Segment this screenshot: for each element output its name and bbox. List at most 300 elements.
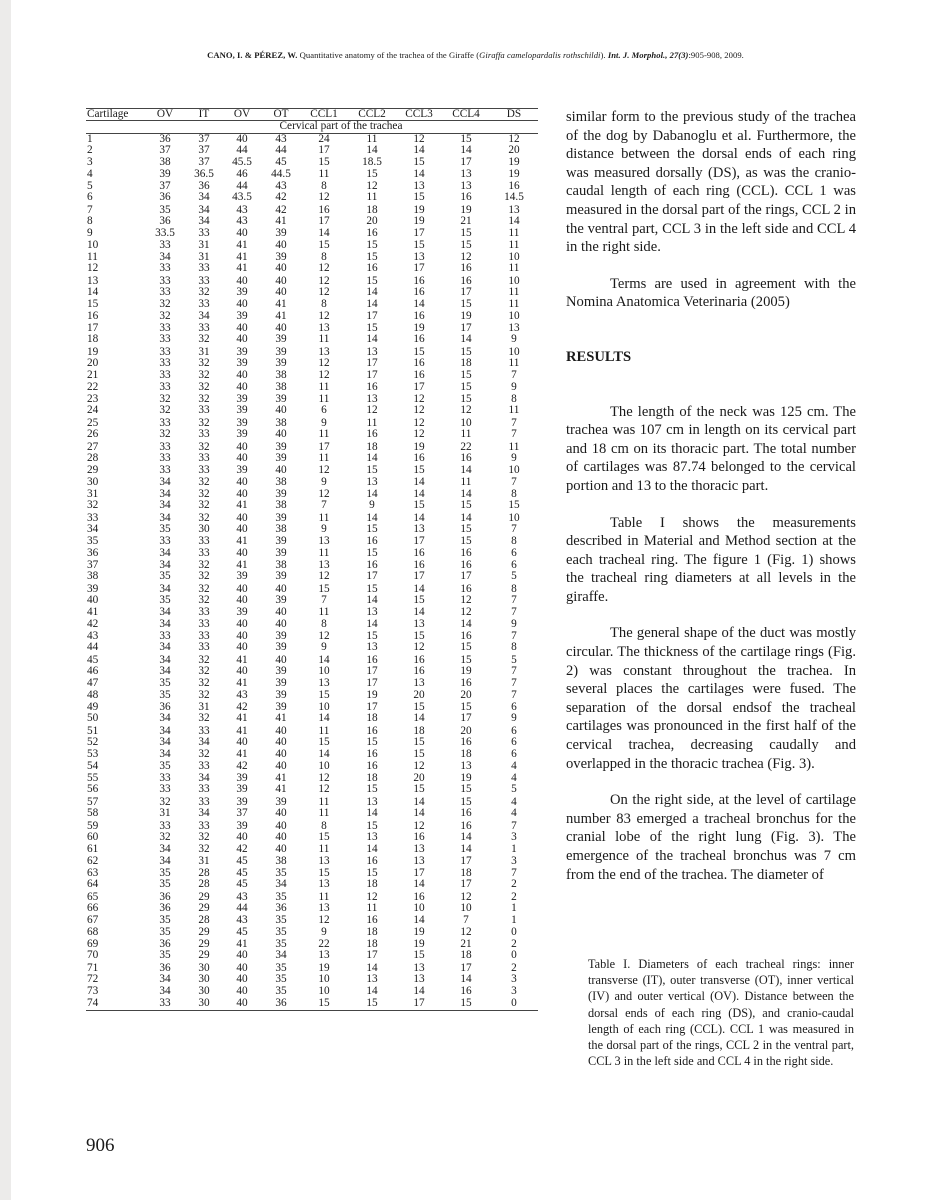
table-cell: 34 [275, 878, 287, 891]
table-cell: 32 [198, 712, 210, 725]
table-cell: 16 [413, 665, 425, 678]
table-cell: 12 [413, 428, 425, 441]
column-header: OT [262, 109, 300, 121]
table-cell: 16 [460, 191, 472, 204]
table-cell: 41 [236, 262, 248, 275]
table-cell: 10 [318, 701, 330, 714]
table-cell: 11 [508, 238, 520, 251]
table-cell: 38 [275, 369, 287, 382]
table-cell: 15 [413, 191, 425, 204]
table-cell: 32 [198, 830, 210, 843]
table-cell: 13 [413, 961, 425, 974]
table-cell: 39 [275, 795, 287, 808]
table-cell: 11 [318, 546, 330, 559]
table-cell: 34 [198, 214, 210, 227]
table-cell: 31 [159, 807, 171, 820]
table-cell: 39 [236, 772, 248, 785]
table-cell: 15 [460, 393, 472, 406]
table-cell: 14 [460, 830, 472, 843]
table-cell: 32 [159, 795, 171, 808]
table-cell: 14 [460, 843, 472, 856]
table-cell: 34 [159, 499, 171, 512]
table-cell: 11 [508, 440, 520, 453]
table-cell: 11 [508, 286, 520, 299]
table-row [86, 192, 538, 204]
running-head: CANO, I. & PÉREZ, W. Quantitative anatomy of the trachea of the Giraffe (Giraffa camelopardalis rothschildi). Int. J. Morphol., 27(3):905-908, 2009. [207, 50, 744, 60]
table-cell: 40 [236, 546, 248, 559]
table-cell: 33 [159, 369, 171, 382]
table-cell: 17 [413, 262, 425, 275]
paragraph: On the right side, at the level of cartilage number 83 emerged a tracheal bronchus for the cranial lobe of the right lung (Fig. 3). The emergence of the tracheal bronchus was 7 cm from the end of the trachea. The diameter of [566, 792, 856, 883]
table-cell: 7 [511, 606, 517, 619]
table-cell: 15 [413, 464, 425, 477]
running-head-pages: :905-908, 2009. [688, 50, 744, 60]
table-cell: 32 [159, 309, 171, 322]
table-cell: 12 [413, 759, 425, 772]
table-row [86, 844, 538, 855]
table-cell: 16 [413, 274, 425, 287]
table-cell: 16 [460, 736, 472, 749]
table-cell: 40 [236, 132, 248, 145]
table-cell: 15 [460, 345, 472, 358]
table-cell: 16 [460, 546, 472, 559]
table-row [86, 157, 538, 168]
table-cell: 36 [159, 937, 171, 950]
table-cell: 15 [460, 701, 472, 714]
table-cell: 33 [159, 440, 171, 453]
table-row [86, 536, 538, 547]
table-cell: 40 [236, 333, 248, 346]
table-cell: 41 [236, 677, 248, 690]
table-cell: 29 [87, 464, 99, 477]
table-cell: 33 [159, 333, 171, 346]
table-cell: 3 [511, 854, 517, 867]
table-cell: 48 [87, 688, 99, 701]
table-cell: 6 [87, 191, 93, 204]
table-cell: 34 [159, 475, 171, 488]
table-cell: 6 [511, 546, 517, 559]
table-cell: 16 [460, 819, 472, 832]
table-cell: 0 [511, 949, 517, 962]
table-cell: 11 [508, 227, 520, 240]
table-cell: 69 [87, 937, 99, 950]
table-cell: 34 [198, 309, 210, 322]
table-cell: 40 [275, 582, 287, 595]
table-cell: 7 [321, 593, 327, 606]
table-cell: 24 [87, 404, 99, 417]
table-cell: 13 [460, 759, 472, 772]
table-cell: 54 [87, 759, 99, 772]
table-cell: 16 [413, 451, 425, 464]
table-cell: 34 [159, 641, 171, 654]
table-cell: 12 [318, 772, 330, 785]
table-cell: 35 [159, 677, 171, 690]
table-cell: 16 [413, 558, 425, 571]
table-cell: 33 [159, 345, 171, 358]
table-cell: 33 [159, 357, 171, 370]
table-cell: 11 [318, 807, 330, 820]
table-cell: 42 [236, 701, 248, 714]
table-cell: 28 [198, 866, 210, 879]
table-cell: 43.5 [232, 191, 252, 204]
table-cell: 12 [460, 593, 472, 606]
table-cell: 14 [366, 617, 378, 630]
table-cell: 40 [236, 227, 248, 240]
table-cell: 40 [236, 641, 248, 654]
table-cell: 15 [460, 641, 472, 654]
table-cell: 17 [366, 369, 378, 382]
table-cell: 16 [460, 985, 472, 998]
table-cell: 15 [366, 736, 378, 749]
table-cell: 18 [366, 878, 378, 891]
table-cell: 9 [369, 499, 375, 512]
table-cell: 16 [460, 274, 472, 287]
table-cell: 16 [460, 558, 472, 571]
table-cell: 35 [275, 890, 287, 903]
table-cell: 45.5 [232, 156, 252, 169]
table-cell: 17 [87, 322, 99, 335]
table-cell: 33 [198, 227, 210, 240]
table-cell: 33 [198, 274, 210, 287]
table-cell: 2 [511, 890, 517, 903]
table-cell: 33 [198, 724, 210, 737]
table-cell: 11 [508, 357, 520, 370]
table-cell: 10 [508, 345, 520, 358]
table-cell: 13 [413, 972, 425, 985]
table-cell: 18 [460, 357, 472, 370]
table-cell: 40 [236, 369, 248, 382]
table-cell: 38 [275, 558, 287, 571]
table-cell: 26 [87, 428, 99, 441]
table-cell: 39 [159, 167, 171, 180]
table-cell: 38 [275, 416, 287, 429]
table-cell: 39 [236, 309, 248, 322]
table-row [86, 915, 538, 926]
table-cell: 15 [413, 783, 425, 796]
table-cell: 36 [198, 179, 210, 192]
table-cell: 8 [511, 487, 517, 500]
table-cell: 7 [511, 819, 517, 832]
table-cell: 14 [366, 593, 378, 606]
table-cell: 33 [198, 641, 210, 654]
table-cell: 5 [87, 179, 93, 192]
table-cell: 17 [460, 286, 472, 299]
table-cell: 74 [86, 998, 144, 1011]
table-cell: 10 [318, 665, 330, 678]
table-cell: 36 [262, 998, 300, 1011]
table-cell: 40 [275, 286, 287, 299]
table-cell: 35 [159, 925, 171, 938]
table-cell: 34 [159, 736, 171, 749]
table-cell: 13 [318, 535, 330, 548]
table-cell: 19 [508, 156, 520, 169]
table-cell: 40 [275, 274, 287, 287]
table-cell: 36 [275, 901, 287, 914]
table-cell: 39 [236, 345, 248, 358]
table-cell: 31 [198, 238, 210, 251]
table-cell: 34 [159, 712, 171, 725]
table-cell: 40 [275, 428, 287, 441]
table-cell: 9 [87, 227, 93, 240]
table-cell: 40 [275, 238, 287, 251]
table-cell: 40 [236, 972, 248, 985]
table-cell: 38 [275, 499, 287, 512]
table-cell: 33 [198, 298, 210, 311]
table-row [86, 713, 538, 725]
table-cell: 45 [236, 854, 248, 867]
table-cell: 40 [236, 830, 248, 843]
table-cell: 9 [511, 712, 517, 725]
column-header: OV [222, 109, 262, 121]
table-cell: 11 [318, 393, 330, 406]
table-caption [588, 956, 854, 1069]
table-cell: 20 [366, 214, 378, 227]
table-cell: 33 [144, 998, 186, 1011]
table-cell: 16 [413, 357, 425, 370]
table-cell: 10 [460, 416, 472, 429]
table-cell: 8 [321, 819, 327, 832]
table-cell: 38 [87, 570, 99, 583]
table-cell: 41 [236, 499, 248, 512]
table-cell: 11 [460, 428, 472, 441]
table-cell: 15 [366, 783, 378, 796]
table-cell: 32 [198, 357, 210, 370]
table-cell: 9 [511, 617, 517, 630]
table-cell: 9 [511, 333, 517, 346]
table-cell: 33 [198, 464, 210, 477]
table-row [86, 263, 538, 275]
table-cell: 35 [159, 570, 171, 583]
table-cell: 45 [236, 878, 248, 891]
table-cell: 14 [366, 511, 378, 524]
table-cell: 35 [275, 961, 287, 974]
table-cell: 15 [413, 748, 425, 761]
paragraph: The general shape of the duct was mostly circular. The thickness of the cartilage rings (Fig. 2) was constant throughout the trachea. In several places the cartilages were fused. The separation of the dorsal endsof the tracheal cartilages was pronounced in the first half of the cervical trachea, decreasing caudally and overlapped in the thoracic trachea (Fig. 3). [566, 625, 856, 772]
table-cell: 16 [413, 333, 425, 346]
table-cell: 36 [159, 214, 171, 227]
table-cell: 15 [318, 736, 330, 749]
table-cell: 35 [159, 878, 171, 891]
table-cell: 13 [460, 167, 472, 180]
table-cell: 8 [321, 617, 327, 630]
table-cell: 15 [366, 546, 378, 559]
table-cell: 40 [236, 593, 248, 606]
table-cell: 33 [198, 535, 210, 548]
table-cell: 35 [159, 949, 171, 962]
table-cell: 15 [366, 582, 378, 595]
table-cell: 33 [198, 262, 210, 275]
table-cell: 35 [159, 593, 171, 606]
table-cell: 16 [366, 724, 378, 737]
table-cell: 12 [318, 914, 330, 927]
table-cell: 28 [198, 878, 210, 891]
table-cell: 29 [198, 925, 210, 938]
table-cell: 20 [413, 772, 425, 785]
table-cell: 14 [413, 807, 425, 820]
paragraph: Table I shows the measurements described in Material and Method section at the each tracheal ring. The figure 1 (Fig. 1) shows the tracheal ring diameters at all levels in the giraffe. [566, 514, 856, 605]
table-cell: 39 [236, 606, 248, 619]
table-cell: 16 [460, 677, 472, 690]
table-cell: 56 [87, 783, 99, 796]
table-cell: 31 [198, 854, 210, 867]
table-cell: 39 [275, 570, 287, 583]
table-cell: 32 [198, 748, 210, 761]
table-cell: 17 [366, 677, 378, 690]
table-cell: 40 [236, 949, 248, 962]
table-cell: 34 [159, 251, 171, 264]
table-cell: 6 [511, 558, 517, 571]
table-cell: 17 [460, 156, 472, 169]
table-cell: 35 [275, 985, 287, 998]
table-cell: 45 [236, 866, 248, 879]
column-header: IT [186, 109, 222, 121]
table-cell: 45 [87, 653, 99, 666]
table-cell: 44 [87, 641, 99, 654]
table-cell: 12 [413, 641, 425, 654]
table-cell: 30 [198, 522, 210, 535]
table-cell: 34 [159, 724, 171, 737]
table-cell: 40 [275, 759, 287, 772]
table-cell: 7 [511, 522, 517, 535]
table-cell: 15 [300, 998, 348, 1011]
table-cell: 15 [366, 819, 378, 832]
table-cell: 35 [159, 522, 171, 535]
table-cell: 58 [87, 807, 99, 820]
table-cell: 32 [159, 428, 171, 441]
table-cell: 40 [275, 464, 287, 477]
table-cell: 32 [198, 582, 210, 595]
table-cell: 9 [321, 522, 327, 535]
table-cell: 38 [275, 854, 287, 867]
table-cell: 32 [159, 393, 171, 406]
table-row [86, 986, 538, 997]
table-row [86, 879, 538, 891]
table-cell: 31 [87, 487, 99, 500]
table-cell: 17 [366, 309, 378, 322]
table-cell: 15 [348, 998, 396, 1011]
table-cell: 17 [318, 143, 330, 156]
table-cell: 15 [318, 830, 330, 843]
table-cell: 35 [159, 866, 171, 879]
table-cell: 40 [275, 807, 287, 820]
table-cell: 33 [198, 759, 210, 772]
table-cell: 7 [87, 203, 93, 216]
table-cell: 15 [318, 866, 330, 879]
table-cell: 18 [87, 333, 99, 346]
table-cell: 13 [366, 830, 378, 843]
table-cell: 20 [87, 357, 99, 370]
table-cell: 9 [511, 380, 517, 393]
table-cell: 6 [511, 748, 517, 761]
table-header-row [86, 109, 538, 121]
table-cell: 15 [413, 949, 425, 962]
table-cell: 10 [508, 464, 520, 477]
table-cell: 11 [508, 404, 520, 417]
table-cell: 14 [413, 985, 425, 998]
table-cell: 16 [366, 227, 378, 240]
table-cell: 39 [236, 416, 248, 429]
table-cell: 0 [511, 925, 517, 938]
table-cell: 36 [87, 546, 99, 559]
table-cell: 12 [318, 357, 330, 370]
table-cell: 14 [413, 795, 425, 808]
table-cell: 15 [460, 653, 472, 666]
table-cell: 37 [236, 807, 248, 820]
table-cell: 15 [318, 156, 330, 169]
table-cell: 13 [318, 345, 330, 358]
table-cell: 18 [460, 748, 472, 761]
table-cell: 12 [413, 393, 425, 406]
table-cell: 16 [366, 653, 378, 666]
table-cell: 16 [366, 854, 378, 867]
table-cell: 44.5 [271, 167, 291, 180]
table-cell: 15 [442, 998, 490, 1011]
table-cell: 40 [236, 665, 248, 678]
table-cell: 39 [275, 665, 287, 678]
table-cell: 8 [321, 298, 327, 311]
table-cell: 20 [460, 688, 472, 701]
column-header: CCL1 [300, 109, 348, 121]
table-cell: 39 [275, 511, 287, 524]
table-cell: 39 [275, 227, 287, 240]
table-cell: 59 [87, 819, 99, 832]
table-cell: 14 [87, 286, 99, 299]
table-cell: 12 [318, 191, 330, 204]
table-cell: 15 [366, 522, 378, 535]
table-cell: 14 [318, 712, 330, 725]
table-cell: 15 [366, 251, 378, 264]
table-cell: 34 [159, 843, 171, 856]
table-cell: 14 [366, 985, 378, 998]
table-cell: 14 [508, 214, 520, 227]
table-cell: 12 [366, 890, 378, 903]
table-cell: 14 [318, 748, 330, 761]
table-cell: 43 [275, 179, 287, 192]
table-cell: 72 [87, 972, 99, 985]
paragraph: Terms are used in agreement with the Nomina Anatomica Veterinaria (2005) [566, 275, 856, 311]
table-cell: 42 [275, 203, 287, 216]
table-cell: 39 [275, 440, 287, 453]
table-cell: 44 [236, 179, 248, 192]
table-cell: 12 [318, 262, 330, 275]
table-row [86, 429, 538, 441]
table-cell: 14 [460, 972, 472, 985]
table-cell: 17 [318, 440, 330, 453]
table-cell: 23 [87, 393, 99, 406]
table-cell: 44 [275, 143, 287, 156]
table-cell: 17 [413, 227, 425, 240]
table-cell: 40 [236, 322, 248, 335]
table-cell: 12 [366, 404, 378, 417]
table-cell: 37 [198, 132, 210, 145]
table-cell: 12 [460, 606, 472, 619]
table-cell: 18 [366, 772, 378, 785]
table-cell: 30 [198, 961, 210, 974]
table-cell: 33 [159, 262, 171, 275]
table-cell: 8 [511, 582, 517, 595]
table-cell: 20 [413, 688, 425, 701]
table-cell: 11 [460, 475, 472, 488]
table-cell: 43 [236, 203, 248, 216]
table-cell: 34 [198, 736, 210, 749]
table-cell: 19 [460, 309, 472, 322]
table-cell: 13 [508, 322, 520, 335]
table-cell: 11 [318, 795, 330, 808]
table-cell: 11 [366, 191, 378, 204]
table-cell: 40 [275, 830, 287, 843]
table-cell: 18 [460, 949, 472, 962]
table-cell: 19 [318, 961, 330, 974]
